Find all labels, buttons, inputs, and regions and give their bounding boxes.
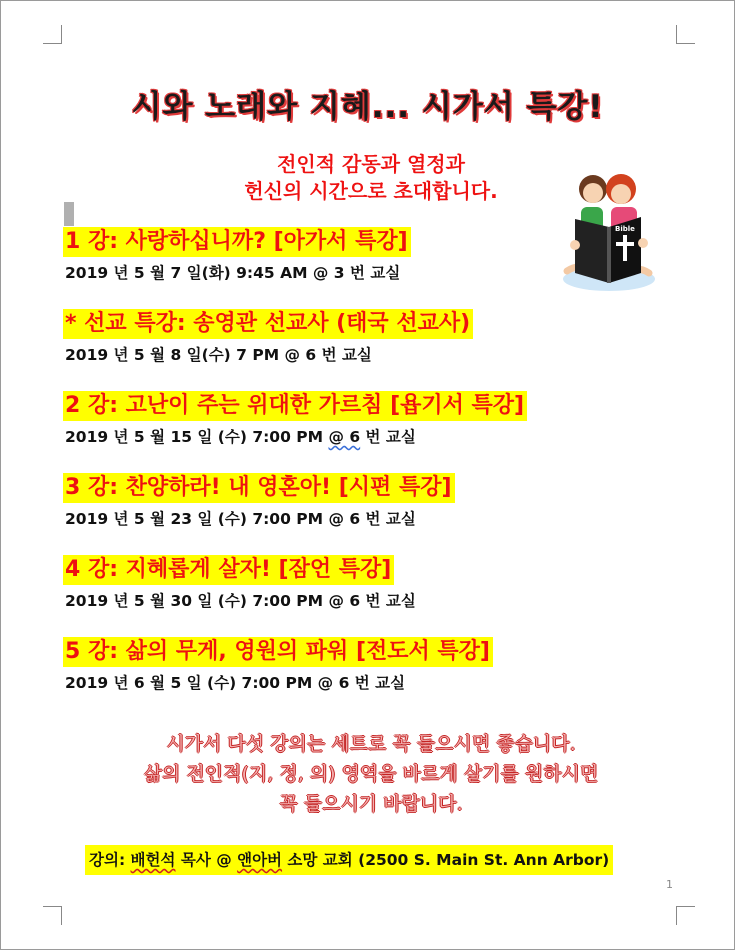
lecture-date-3: 2019 년 5 월 23 일 (수) 7:00 PM @ 6 번 교실 — [65, 510, 416, 528]
document-title: 시와 노래와 지혜... 시가서 특강! — [131, 89, 604, 125]
lecture-date-2-spellcheck: @ 6 — [328, 428, 361, 446]
lecture-date-2 — [65, 425, 416, 447]
lecture-title-1: 1 강: 사랑하십니까? [아가서 특강] — [63, 227, 411, 257]
subtitle-line-2: 헌신의 시간으로 초대합니다. — [244, 179, 498, 203]
text-cursor-marker — [64, 202, 74, 226]
lecture-title-3: 3 강: 찬양하라! 내 영혼아! [시편 특강] — [63, 473, 455, 503]
lecture-title-4: 4 강: 지혜롭게 살자! [잠언 특강] — [63, 555, 394, 585]
crop-mark-bottom-left — [43, 906, 62, 925]
children-reading-bible-icon — [557, 167, 657, 293]
footer-rest: 소망 교회 (2500 S. Main St. Ann Arbor) — [282, 851, 610, 869]
note-line-1: 시가서 다섯 강의는 세트로 꼭 들으시면 좋습니다. — [166, 733, 576, 755]
lecture-date-special: 2019 년 5 월 8 일(수) 7 PM @ 6 번 교실 — [65, 346, 372, 364]
lecture-title-special: * 선교 특강: 송영관 선교사 (태국 선교사) — [63, 309, 473, 339]
crop-mark-top-right — [676, 25, 695, 44]
crop-mark-bottom-right — [676, 906, 695, 925]
lecture-title-2: 2 강: 고난이 주는 위대한 가르침 [욥기서 특강] — [63, 391, 527, 421]
footer-mid: 목사 @ — [175, 851, 238, 869]
lecture-date-4: 2019 년 5 월 30 일 (수) 7:00 PM @ 6 번 교실 — [65, 592, 416, 610]
footer-label: 강의: — [89, 851, 131, 869]
note-line-2: 삶의 전인적(지, 정, 의) 영역을 바르게 살기를 원하시면 — [143, 763, 599, 785]
lecture-date-1: 2019 년 5 월 7 일(화) 9:45 AM @ 3 번 교실 — [65, 264, 401, 282]
illustration-text: Bible — [615, 225, 635, 233]
lecture-title-5: 5 강: 삶의 무게, 영원의 파워 [전도서 특강] — [63, 637, 493, 667]
footer-church: 앤아버 — [237, 851, 283, 869]
page-number: 1 — [666, 878, 673, 891]
footer-speaker: 배헌석 — [130, 851, 176, 869]
lecture-date-5: 2019 년 6 월 5 일 (수) 7:00 PM @ 6 번 교실 — [65, 674, 406, 692]
speaker-footer — [85, 845, 613, 875]
crop-mark-top-left — [43, 25, 62, 44]
lecture-date-2-main: 2019 년 5 월 15 일 (수) 7:00 PM — [65, 428, 329, 446]
lecture-date-2-room: 번 교실 — [360, 428, 416, 446]
note-line-3: 꼭 들으시기 바랍니다. — [279, 793, 463, 815]
subtitle-line-1: 전인적 감동과 열정과 — [277, 152, 465, 176]
